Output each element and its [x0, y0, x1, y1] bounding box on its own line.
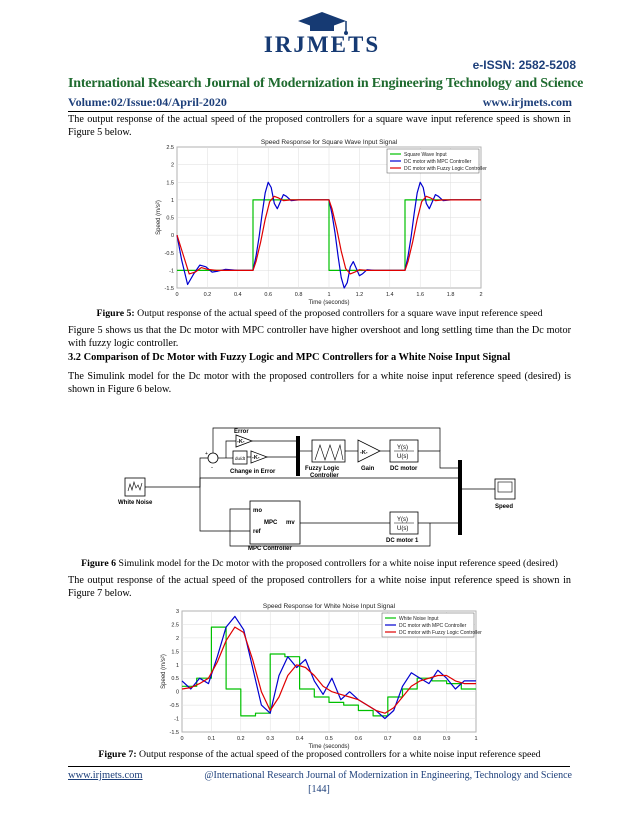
paragraph: The output response of the actual speed of the proposed controllers for a square wave input reference speed is shown in Figure 5 below.: [68, 114, 571, 138]
white-noise-label: White Noise: [118, 500, 153, 506]
y-tick-label: 0: [175, 689, 179, 696]
figure-6-caption: [68, 558, 571, 570]
y-tick-label: -1: [169, 268, 174, 275]
y-tick-label: -1.5: [164, 286, 174, 292]
mpc-controller-label: MPC Controller: [248, 546, 292, 552]
speed-label: Speed: [495, 504, 514, 510]
mpc-mv: mv: [286, 520, 295, 526]
legend-entry: DC motor with MPC Controller: [399, 623, 467, 629]
gain-label: Gain: [361, 466, 375, 472]
chart-white-noise: [150, 600, 490, 750]
caption-text: Simulink model for the Dc motor with the proposed controllers for a white noise input reference speed (desired): [116, 558, 558, 569]
x-tick-label: 0.2: [236, 736, 245, 742]
change-in-error-label: Change in Error: [230, 469, 276, 475]
output-mux: [458, 460, 462, 535]
x-tick-label: 0: [180, 736, 184, 742]
x-tick-label: 1.4: [385, 292, 394, 298]
logo-text: IRJMETS: [263, 32, 381, 57]
tf-den: U(s): [397, 454, 409, 460]
chart-title: Speed Response for Square Wave Input Signal: [260, 139, 398, 146]
y-tick-label: 0: [170, 233, 174, 240]
caption-label: Figure 7:: [98, 749, 137, 760]
y-axis-label: Speed (m/s²): [156, 200, 162, 235]
mux-block: [296, 436, 300, 476]
y-tick-label: 1.5: [166, 180, 174, 187]
journal-title: International Research Journal of Modernization in Engineering Technology and Science: [68, 76, 584, 91]
paragraph: The output response of the actual speed of the proposed controllers for a white noise input reference speed is shown in Figure 7 below.: [68, 575, 571, 599]
error-label: Error: [234, 429, 249, 435]
tf1-num: Y(s): [397, 517, 408, 523]
y-tick-label: 0.5: [166, 215, 174, 222]
mpc-mo: mo: [253, 508, 262, 514]
caption-text: Output response of the actual speed of the proposed controllers for a white noise input reference speed: [136, 749, 541, 760]
x-tick-label: 1: [327, 292, 331, 298]
legend-entry: DC motor with Fuzzy Logic Controller: [404, 166, 487, 172]
plus-sign: +: [205, 451, 208, 457]
chart-square-wave: [145, 136, 495, 306]
y-tick-label: 0.5: [171, 676, 179, 683]
fuzzy-block: [312, 440, 345, 462]
error-gain-text: -K-: [237, 439, 245, 445]
change-gain-text: -K-: [252, 455, 260, 461]
footer-rule: [68, 766, 570, 767]
x-axis-label: Time (seconds): [308, 744, 350, 750]
caption-text: Output response of the actual speed of the proposed controllers for a square wave input reference speed: [134, 308, 543, 319]
paragraph: The Simulink model for the Dc motor with the proposed controllers for a white noise input reference speed (desired) is shown in Figure 6 below.: [68, 371, 571, 395]
controller-label: Controller: [310, 473, 339, 479]
y-tick-label: 1: [170, 197, 174, 204]
y-tick-label: 1.5: [171, 649, 179, 656]
x-tick-label: 0.4: [233, 292, 242, 298]
y-tick-label: -1.5: [169, 730, 179, 736]
paragraph: Figure 5 shows us that the Dc motor with MPC controller have higher overshoot and long settling time than the Dc motor with fuzzy logic controller.: [68, 325, 571, 349]
journal-logo: [262, 10, 382, 62]
y-tick-label: -0.5: [169, 703, 179, 710]
x-tick-label: 1: [474, 736, 478, 742]
y-tick-label: -1: [174, 716, 179, 723]
x-tick-label: 0.9: [442, 736, 451, 742]
legend-entry: DC motor with Fuzzy Logic Controller: [399, 630, 482, 636]
footer-copyright: @International Research Journal of Modernization in Engineering, Technology and Science: [204, 770, 572, 781]
sum-block: [208, 453, 218, 463]
footer-website[interactable]: www.irjmets.com: [68, 770, 143, 781]
caption-label: Figure 5:: [96, 308, 135, 319]
white-noise-block: [125, 478, 145, 496]
y-tick-label: 3: [175, 609, 179, 615]
y-tick-label: -0.5: [164, 250, 174, 257]
dc-motor-label: DC motor: [390, 466, 418, 472]
section-heading: 3.2 Comparison of Dc Motor with Fuzzy Logic and MPC Controllers for a White Noise Input Signal: [68, 352, 511, 363]
tf1-den: U(s): [397, 526, 409, 532]
chart-title: Speed Response for White Noise Input Signal: [262, 603, 396, 610]
fuzzy-label: Fuzzy Logic: [305, 466, 340, 472]
x-tick-label: 1.2: [355, 292, 364, 298]
legend-entry: DC motor with MPC Controller: [404, 159, 472, 165]
x-tick-label: 0.6: [264, 292, 273, 298]
x-axis-label: Time (seconds): [308, 300, 350, 306]
y-tick-label: 2.5: [171, 622, 179, 629]
legend-entry: White Noise Input: [399, 616, 439, 622]
figure-7-caption: [68, 749, 571, 761]
x-tick-label: 0.8: [413, 736, 422, 742]
header-rule: [68, 111, 570, 112]
y-tick-label: 2: [170, 162, 174, 169]
x-tick-label: 0: [175, 292, 179, 298]
volume-issue: Volume:02/Issue:04/April-2020: [68, 95, 227, 109]
issn: e-ISSN: 2582-5208: [472, 58, 576, 72]
x-tick-label: 0.5: [325, 736, 333, 742]
mpc-ref: ref: [253, 529, 261, 535]
mpc-text: MPC: [264, 520, 278, 526]
minus-sign: -: [211, 465, 213, 471]
caption-label: Figure 6: [81, 558, 117, 569]
x-tick-label: 1.6: [416, 292, 425, 298]
legend-entry: Square Wave Input: [404, 152, 447, 158]
y-tick-label: 1: [175, 662, 179, 669]
x-tick-label: 0.3: [266, 736, 275, 742]
x-tick-label: 0.1: [207, 736, 216, 742]
simulink-diagram: [110, 418, 530, 553]
journal-website[interactable]: www.irjmets.com: [482, 95, 572, 109]
derivative-text: du/dt: [235, 456, 246, 461]
dc-motor-1-label: DC motor 1: [386, 538, 419, 544]
x-tick-label: 0.8: [294, 292, 303, 298]
y-tick-label: 2.5: [166, 145, 174, 151]
x-tick-label: 0.7: [383, 736, 392, 742]
tf-num: Y(s): [397, 445, 408, 451]
x-tick-label: 2: [479, 292, 483, 298]
gain-text: -K-: [360, 450, 368, 456]
x-tick-label: 0.6: [354, 736, 363, 742]
x-tick-label: 0.2: [203, 292, 212, 298]
y-tick-label: 2: [175, 635, 179, 642]
x-tick-label: 0.4: [295, 736, 304, 742]
page-number: [144]: [308, 784, 330, 795]
y-axis-label: Speed (m/s²): [161, 654, 167, 689]
figure-5-caption: [68, 308, 571, 320]
x-tick-label: 1.8: [446, 292, 455, 298]
